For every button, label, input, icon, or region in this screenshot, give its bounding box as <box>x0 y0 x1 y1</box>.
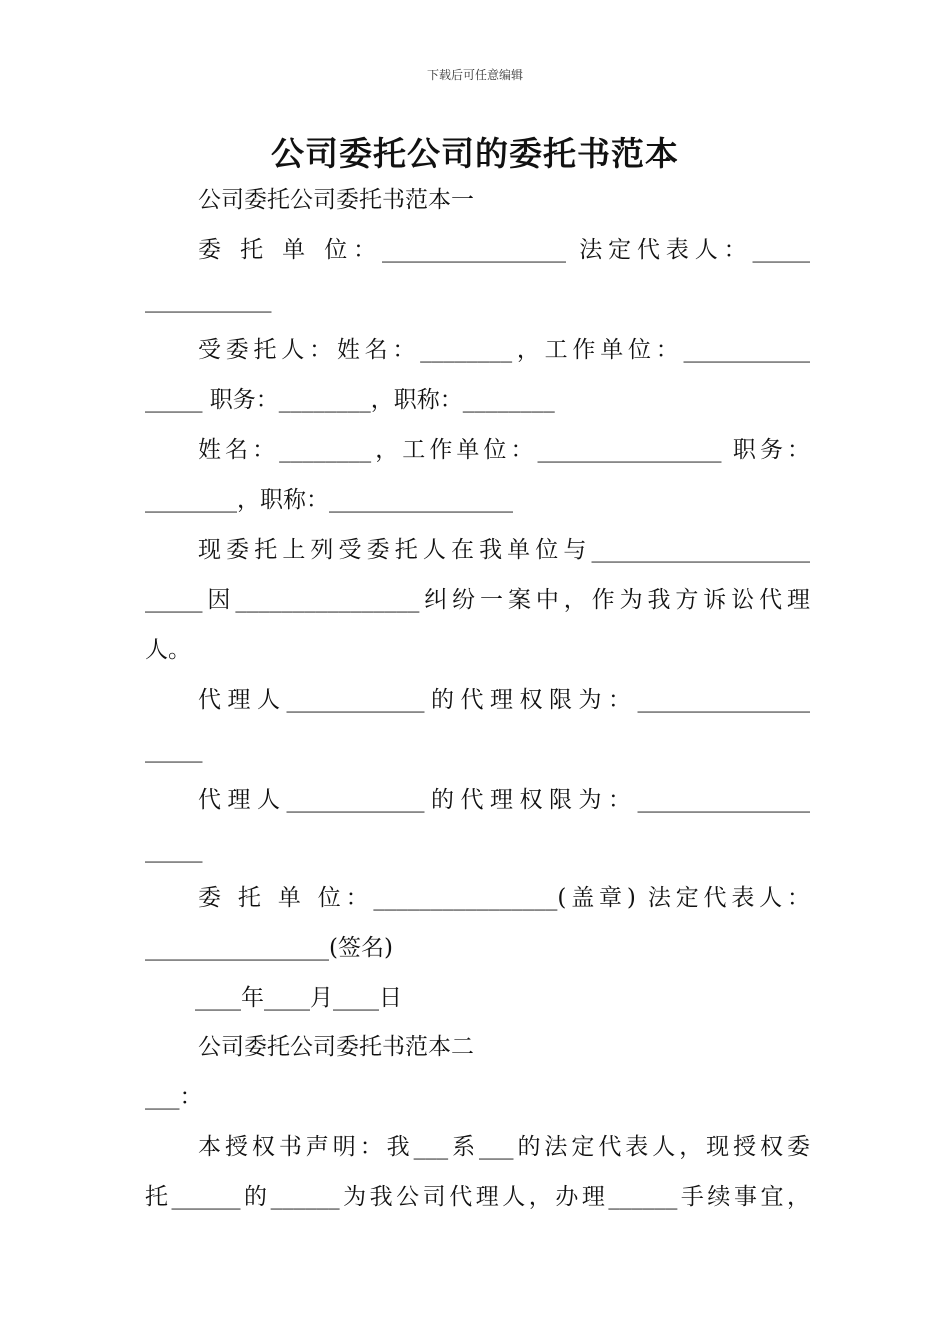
body-line: 现委托上列受委托人在我单位与___________________ <box>198 537 810 563</box>
body-line: 本授权书声明：我___系___的法定代表人，现授权委 <box>198 1134 810 1160</box>
addressee-line: ___： <box>145 1084 203 1110</box>
section-heading-2: 公司委托公司委托书范本二 <box>198 1034 474 1060</box>
body-line: ________，职称：________________ <box>145 487 513 513</box>
body-line: ___________ <box>145 287 272 313</box>
body-line: _____ 职务：________，职称：________ <box>145 387 555 413</box>
body-line: 姓名：________，工作单位：________________ 职务： <box>198 437 810 463</box>
body-line: _____ <box>145 837 203 863</box>
header-note: 下载后可任意编辑 <box>426 68 523 82</box>
body-line: 人。 <box>145 637 191 663</box>
section-heading-1: 公司委托公司委托书范本一 <box>198 187 474 213</box>
body-line: 代理人____________的代理权限为：_______________ <box>198 687 810 713</box>
body-line: 受委托人：姓名：________，工作单位：___________ <box>198 337 810 363</box>
body-line: 代理人____________的代理权限为：_______________ <box>198 787 810 813</box>
body-line: 托______的______为我公司代理人，办理______手续事宜， <box>145 1184 810 1210</box>
body-line: 委 托 单 位：________________(盖章) 法定代表人： <box>198 885 810 911</box>
body-line: _____ <box>145 737 203 763</box>
body-line: _____因________________纠纷一案中，作为我方诉讼代理 <box>145 587 810 613</box>
body-line: ________________(签名) <box>145 935 393 961</box>
document-title: 公司委托公司的委托书范本 <box>271 134 679 173</box>
date-line: ____年____月____日 <box>195 985 402 1011</box>
body-line: 委 托 单 位：________________ 法定代表人：_____ <box>198 237 810 263</box>
